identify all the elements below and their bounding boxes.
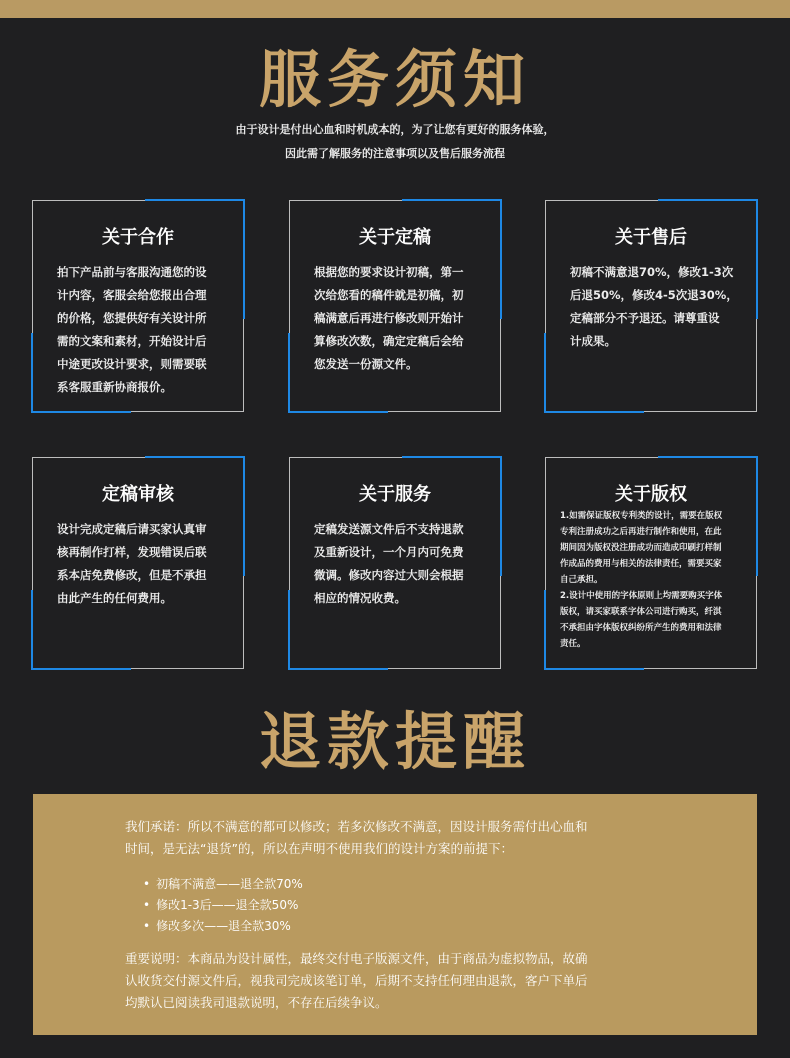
- card-body: 初稿不满意退70%，修改1-3次 后退50%，修改4-5次退30%， 定稿部分不予退还。请尊重设 计成果。: [570, 265, 738, 348]
- card-title: 关于定稿: [359, 227, 431, 248]
- card-after-sales: [545, 200, 757, 412]
- refund-list: [143, 874, 303, 937]
- list-item: • 修改多次——退全款30%: [143, 916, 303, 937]
- intro-line-1: 由于设计是付出心血和时机成本的，为了让您有更好的服务体验，: [235, 123, 555, 136]
- card-final-draft: [289, 200, 501, 412]
- refund-panel: [33, 794, 757, 1035]
- top-accent-bar: [0, 0, 790, 18]
- card-cooperation: [32, 200, 244, 412]
- card-title: 关于合作: [102, 227, 174, 248]
- page-title: 服务须知: [258, 43, 531, 116]
- card-copyright: [545, 457, 757, 669]
- card-body: 定稿发送源文件后不支持退款 及重新设计，一个月内可免费 微调。修改内容过大则会根据 相应的情况收费。: [314, 522, 464, 605]
- card-draft-review: [32, 457, 244, 669]
- card-body: 1.如需保证版权专利类的设计，需要在版权 专利注册成功之后再进行制作和使用，在此 期间因为版权没注册成功而造成印刷打样制 作成品的费用与相关的法律责任，需要买家 自己承担。 2.设计中使用的字体原则上均需要购买字体 版权，请买家联系字体公司进行购买，纤淇 不承担由字体版权纠纷所产生的费用和法律 责任。: [560, 511, 723, 649]
- card-body: 根据您的要求设计初稿，第一 次给您看的稿件就是初稿，初 稿满意后再进行修改则开始计 算修改次数，确定定稿后会给 您发送一份源文件。: [314, 265, 464, 371]
- refund-note: 重要说明：本商品为设计属性，最终交付电子版源文件，由于商品为虚拟物品，故确 认收货交付源文件后，视我司完成该笔订单，后期不支持任何理由退款，客户下单后 均默认已阅读我司退款说明，不存在后续争议。: [125, 951, 588, 1010]
- refund-promise: 我们承诺：所以不满意的都可以修改；若多次修改不满意，因设计服务需付出心血和 时间，是无法“退货”的，所以在声明不使用我们的设计方案的前提下：: [125, 819, 588, 856]
- list-item: • 初稿不满意——退全款70%: [143, 874, 303, 895]
- card-title: 关于售后: [615, 227, 687, 248]
- refund-title: 退款提醒: [258, 705, 531, 778]
- card-title: 定稿审核: [102, 484, 174, 505]
- intro-line-2: 因此需了解服务的注意事项以及售后服务流程: [285, 147, 505, 160]
- card-title: 关于服务: [359, 484, 431, 505]
- card-body: 拍下产品前与客服沟通您的设 计内容，客服会给您报出合理 的价格，您提供好有关设计所 需的文案和素材，开始设计后 中途更改设计要求，则需要联 系客服重新协商报价。: [57, 265, 207, 394]
- card-body: 设计完成定稿后请买家认真审 核再制作打样，发现错误后联 系本店免费修改，但是不承担 由此产生的任何费用。: [57, 522, 207, 605]
- card-service: [289, 457, 501, 669]
- list-item: • 修改1-3后——退全款50%: [143, 895, 303, 916]
- card-title: 关于版权: [615, 484, 687, 505]
